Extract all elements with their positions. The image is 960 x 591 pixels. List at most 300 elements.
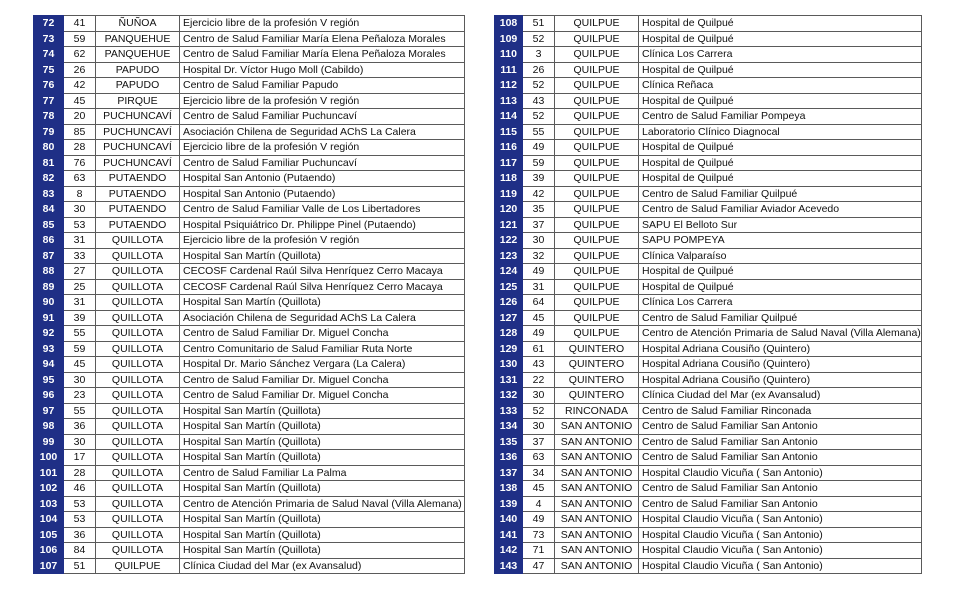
row-number-cell: 103 [34, 496, 64, 512]
code-cell: 53 [64, 496, 96, 512]
row-number-cell: 127 [495, 310, 523, 326]
commune-cell: QUILLOTA [96, 434, 180, 450]
code-cell: 30 [64, 202, 96, 218]
table-row [34, 357, 465, 373]
commune-cell: SAN ANTONIO [555, 558, 639, 574]
row-number-cell: 97 [34, 403, 64, 419]
commune-cell: QUILPUE [555, 233, 639, 249]
commune-cell: QUINTERO [555, 341, 639, 357]
commune-cell: QUILLOTA [96, 527, 180, 543]
commune-cell: QUILLOTA [96, 543, 180, 559]
establishment-cell: Hospital Dr. Mario Sánchez Vergara (La Calera) [180, 357, 465, 373]
row-number-cell: 104 [34, 512, 64, 528]
establishment-cell: Centro de Salud Familiar Valle de Los Libertadores [180, 202, 465, 218]
commune-cell: SAN ANTONIO [555, 419, 639, 435]
code-cell: 45 [64, 93, 96, 109]
table-row [495, 124, 922, 140]
commune-cell: QUILLOTA [96, 512, 180, 528]
establishment-cell: Hospital San Martín (Quillota) [180, 248, 465, 264]
commune-cell: ÑUÑOA [96, 16, 180, 32]
table-row [34, 512, 465, 528]
row-number-cell: 86 [34, 233, 64, 249]
row-number-cell: 135 [495, 434, 523, 450]
table-row [34, 419, 465, 435]
establishment-cell: Ejercicio libre de la profesión V región [180, 93, 465, 109]
commune-cell: QUILPUE [555, 78, 639, 94]
table-row [495, 434, 922, 450]
row-number-cell: 106 [34, 543, 64, 559]
commune-cell: QUILPUE [555, 202, 639, 218]
code-cell: 22 [523, 372, 555, 388]
commune-cell: QUINTERO [555, 388, 639, 404]
commune-cell: QUILLOTA [96, 264, 180, 280]
establishment-cell: Centro de Atención Primaria de Salud Naval (Villa Alemana) [180, 496, 465, 512]
table-row [34, 202, 465, 218]
code-cell: 51 [64, 558, 96, 574]
row-number-cell: 140 [495, 512, 523, 528]
code-cell: 51 [523, 16, 555, 32]
commune-cell: QUILPUE [555, 31, 639, 47]
code-cell: 33 [64, 248, 96, 264]
commune-cell: QUILLOTA [96, 388, 180, 404]
row-number-cell: 95 [34, 372, 64, 388]
establishment-cell: Hospital de Quilpué [639, 171, 922, 187]
establishment-cell: Clínica Valparaíso [639, 248, 922, 264]
code-cell: 52 [523, 403, 555, 419]
code-cell: 61 [523, 341, 555, 357]
establishment-cell: Centro de Salud Familiar Dr. Miguel Concha [180, 326, 465, 342]
establishment-cell: Hospital de Quilpué [639, 93, 922, 109]
row-number-cell: 87 [34, 248, 64, 264]
table-row [34, 310, 465, 326]
row-number-cell: 92 [34, 326, 64, 342]
table-row [34, 558, 465, 574]
table-row [495, 357, 922, 373]
establishment-cell: Hospital de Quilpué [639, 155, 922, 171]
table-row [34, 388, 465, 404]
establishment-cell: Hospital San Martín (Quillota) [180, 403, 465, 419]
row-number-cell: 126 [495, 295, 523, 311]
table-row [34, 264, 465, 280]
row-number-cell: 88 [34, 264, 64, 280]
table-row [34, 31, 465, 47]
code-cell: 49 [523, 326, 555, 342]
establishment-cell: Hospital San Martín (Quillota) [180, 527, 465, 543]
code-cell: 63 [64, 171, 96, 187]
table-row [495, 279, 922, 295]
commune-cell: PUCHUNCAVÍ [96, 155, 180, 171]
table-row [34, 78, 465, 94]
code-cell: 31 [523, 279, 555, 295]
code-cell: 45 [523, 310, 555, 326]
row-number-cell: 102 [34, 481, 64, 497]
code-cell: 45 [523, 481, 555, 497]
row-number-cell: 79 [34, 124, 64, 140]
roster-table-left [33, 15, 465, 574]
table-row [34, 527, 465, 543]
code-cell: 55 [64, 326, 96, 342]
establishment-cell: Centro de Salud Familiar Quilpué [639, 310, 922, 326]
commune-cell: SAN ANTONIO [555, 512, 639, 528]
row-number-cell: 108 [495, 16, 523, 32]
commune-cell: QUILPUE [555, 16, 639, 32]
code-cell: 84 [64, 543, 96, 559]
table-row [495, 512, 922, 528]
establishment-cell: Hospital San Martín (Quillota) [180, 543, 465, 559]
commune-cell: QUILPUE [555, 295, 639, 311]
row-number-cell: 113 [495, 93, 523, 109]
row-number-cell: 83 [34, 186, 64, 202]
code-cell: 26 [64, 62, 96, 78]
code-cell: 28 [64, 465, 96, 481]
commune-cell: SAN ANTONIO [555, 465, 639, 481]
commune-cell: QUILPUE [555, 326, 639, 342]
table-row [495, 93, 922, 109]
commune-cell: QUILLOTA [96, 357, 180, 373]
row-number-cell: 94 [34, 357, 64, 373]
establishment-cell: Clínica Ciudad del Mar (ex Avansalud) [180, 558, 465, 574]
establishment-cell: Centro de Salud Familiar Quilpué [639, 186, 922, 202]
establishment-cell: Centro de Salud Familiar María Elena Peñaloza Morales [180, 47, 465, 63]
table-row [34, 186, 465, 202]
code-cell: 34 [523, 465, 555, 481]
table-row [495, 264, 922, 280]
commune-cell: QUILLOTA [96, 310, 180, 326]
establishment-cell: CECOSF Cardenal Raúl Silva Henríquez Cerro Macaya [180, 279, 465, 295]
establishment-cell: Hospital de Quilpué [639, 140, 922, 156]
commune-cell: QUILPUE [555, 171, 639, 187]
code-cell: 43 [523, 93, 555, 109]
table-row [495, 419, 922, 435]
commune-cell: PUCHUNCAVÍ [96, 140, 180, 156]
table-row [34, 62, 465, 78]
table-row [495, 310, 922, 326]
table-row [495, 450, 922, 466]
table-row [495, 31, 922, 47]
table-row [495, 171, 922, 187]
table-row [34, 93, 465, 109]
code-cell: 52 [523, 109, 555, 125]
row-number-cell: 96 [34, 388, 64, 404]
table-row [495, 558, 922, 574]
row-number-cell: 82 [34, 171, 64, 187]
code-cell: 4 [523, 496, 555, 512]
code-cell: 27 [64, 264, 96, 280]
commune-cell: SAN ANTONIO [555, 543, 639, 559]
code-cell: 71 [523, 543, 555, 559]
code-cell: 63 [523, 450, 555, 466]
code-cell: 35 [523, 202, 555, 218]
establishment-cell: Centro de Salud Familiar Pompeya [639, 109, 922, 125]
commune-cell: SAN ANTONIO [555, 450, 639, 466]
code-cell: 62 [64, 47, 96, 63]
commune-cell: PUTAENDO [96, 186, 180, 202]
establishment-cell: Clínica Los Carrera [639, 47, 922, 63]
establishment-cell: Hospital San Antonio (Putaendo) [180, 186, 465, 202]
code-cell: 30 [523, 233, 555, 249]
establishment-cell: Centro de Salud Familiar Dr. Miguel Concha [180, 388, 465, 404]
commune-cell: QUILPUE [555, 47, 639, 63]
establishment-cell: Centro de Salud Familiar Papudo [180, 78, 465, 94]
establishment-cell: Hospital de Quilpué [639, 264, 922, 280]
commune-cell: PAPUDO [96, 62, 180, 78]
row-number-cell: 117 [495, 155, 523, 171]
code-cell: 36 [64, 527, 96, 543]
code-cell: 36 [64, 419, 96, 435]
code-cell: 31 [64, 233, 96, 249]
commune-cell: PUCHUNCAVÍ [96, 109, 180, 125]
establishment-cell: Centro Comunitario de Salud Familiar Ruta Norte [180, 341, 465, 357]
code-cell: 31 [64, 295, 96, 311]
code-cell: 53 [64, 217, 96, 233]
row-number-cell: 136 [495, 450, 523, 466]
commune-cell: PUTAENDO [96, 217, 180, 233]
row-number-cell: 118 [495, 171, 523, 187]
table-row [495, 233, 922, 249]
table-row [34, 372, 465, 388]
table-row [495, 202, 922, 218]
row-number-cell: 73 [34, 31, 64, 47]
establishment-cell: Hospital Psiquiátrico Dr. Philippe Pinel (Putaendo) [180, 217, 465, 233]
code-cell: 49 [523, 264, 555, 280]
table-row [495, 341, 922, 357]
row-number-cell: 119 [495, 186, 523, 202]
establishment-cell: Hospital San Martín (Quillota) [180, 419, 465, 435]
row-number-cell: 84 [34, 202, 64, 218]
code-cell: 17 [64, 450, 96, 466]
commune-cell: QUILPUE [555, 279, 639, 295]
establishment-cell: Centro de Salud Familiar Puchuncaví [180, 109, 465, 125]
code-cell: 41 [64, 16, 96, 32]
commune-cell: QUILPUE [555, 248, 639, 264]
row-number-cell: 129 [495, 341, 523, 357]
code-cell: 59 [64, 341, 96, 357]
row-number-cell: 80 [34, 140, 64, 156]
row-number-cell: 111 [495, 62, 523, 78]
row-number-cell: 139 [495, 496, 523, 512]
table-row [495, 295, 922, 311]
table-row [34, 403, 465, 419]
table-row [495, 217, 922, 233]
row-number-cell: 124 [495, 264, 523, 280]
row-number-cell: 100 [34, 450, 64, 466]
commune-cell: QUILLOTA [96, 496, 180, 512]
code-cell: 49 [523, 512, 555, 528]
establishment-cell: Hospital Dr. Víctor Hugo Moll (Cabildo) [180, 62, 465, 78]
code-cell: 25 [64, 279, 96, 295]
establishment-cell: Centro de Salud Familiar Dr. Miguel Concha [180, 372, 465, 388]
code-cell: 55 [64, 403, 96, 419]
code-cell: 26 [523, 62, 555, 78]
table-row [495, 496, 922, 512]
table-row [34, 16, 465, 32]
row-number-cell: 105 [34, 527, 64, 543]
row-number-cell: 112 [495, 78, 523, 94]
establishment-cell: Clínica Reñaca [639, 78, 922, 94]
code-cell: 37 [523, 434, 555, 450]
code-cell: 28 [64, 140, 96, 156]
commune-cell: QUILLOTA [96, 295, 180, 311]
code-cell: 37 [523, 217, 555, 233]
establishment-cell: SAPU El Belloto Sur [639, 217, 922, 233]
establishment-cell: Asociación Chilena de Seguridad AChS La Calera [180, 310, 465, 326]
establishment-cell: Hospital Claudio Vicuña ( San Antonio) [639, 558, 922, 574]
establishment-cell: Centro de Salud Familiar La Palma [180, 465, 465, 481]
row-number-cell: 85 [34, 217, 64, 233]
code-cell: 42 [523, 186, 555, 202]
code-cell: 39 [523, 171, 555, 187]
commune-cell: QUILLOTA [96, 481, 180, 497]
table-row [34, 543, 465, 559]
commune-cell: QUILPUE [555, 93, 639, 109]
establishment-cell: Clínica Los Carrera [639, 295, 922, 311]
establishment-cell: Hospital San Antonio (Putaendo) [180, 171, 465, 187]
table-row [34, 217, 465, 233]
establishment-cell: Hospital de Quilpué [639, 62, 922, 78]
table-row [34, 109, 465, 125]
commune-cell: SAN ANTONIO [555, 527, 639, 543]
establishment-cell: Centro de Salud Familiar Rinconada [639, 403, 922, 419]
table-row [34, 47, 465, 63]
table-row [34, 496, 465, 512]
establishment-cell: CECOSF Cardenal Raúl Silva Henríquez Cerro Macaya [180, 264, 465, 280]
commune-cell: QUILLOTA [96, 450, 180, 466]
establishment-cell: Hospital Adriana Cousiño (Quintero) [639, 372, 922, 388]
code-cell: 85 [64, 124, 96, 140]
establishment-cell: Hospital San Martín (Quillota) [180, 481, 465, 497]
establishment-cell: Centro de Salud Familiar María Elena Peñaloza Morales [180, 31, 465, 47]
establishment-cell: Centro de Salud Familiar San Antonio [639, 450, 922, 466]
table-row [495, 78, 922, 94]
table-row [34, 465, 465, 481]
table-row [495, 248, 922, 264]
table-row [495, 527, 922, 543]
table-row [34, 248, 465, 264]
row-number-cell: 72 [34, 16, 64, 32]
establishment-cell: Centro de Salud Familiar Aviador Acevedo [639, 202, 922, 218]
table-row [495, 388, 922, 404]
establishment-cell: Hospital Claudio Vicuña ( San Antonio) [639, 465, 922, 481]
code-cell: 52 [523, 31, 555, 47]
row-number-cell: 142 [495, 543, 523, 559]
establishment-cell: Hospital San Martín (Quillota) [180, 434, 465, 450]
commune-cell: QUILLOTA [96, 248, 180, 264]
code-cell: 59 [64, 31, 96, 47]
commune-cell: QUILLOTA [96, 403, 180, 419]
code-cell: 45 [64, 357, 96, 373]
commune-cell: QUILPUE [555, 62, 639, 78]
row-number-cell: 109 [495, 31, 523, 47]
commune-cell: QUILLOTA [96, 233, 180, 249]
commune-cell: QUILLOTA [96, 341, 180, 357]
table-row [34, 279, 465, 295]
table-row [495, 481, 922, 497]
establishment-cell: Hospital San Martín (Quillota) [180, 512, 465, 528]
row-number-cell: 89 [34, 279, 64, 295]
commune-cell: QUILPUE [555, 109, 639, 125]
code-cell: 30 [64, 372, 96, 388]
table-row [34, 434, 465, 450]
table-row [34, 124, 465, 140]
establishment-cell: Ejercicio libre de la profesión V región [180, 140, 465, 156]
establishment-cell: Clínica Ciudad del Mar (ex Avansalud) [639, 388, 922, 404]
code-cell: 30 [523, 388, 555, 404]
commune-cell: QUILLOTA [96, 372, 180, 388]
commune-cell: QUILPUE [555, 310, 639, 326]
establishment-cell: Hospital de Quilpué [639, 31, 922, 47]
row-number-cell: 130 [495, 357, 523, 373]
commune-cell: PANQUEHUE [96, 31, 180, 47]
code-cell: 64 [523, 295, 555, 311]
establishment-cell: Asociación Chilena de Seguridad AChS La Calera [180, 124, 465, 140]
establishment-cell: Centro de Salud Familiar San Antonio [639, 481, 922, 497]
row-number-cell: 90 [34, 295, 64, 311]
row-number-cell: 110 [495, 47, 523, 63]
row-number-cell: 77 [34, 93, 64, 109]
row-number-cell: 137 [495, 465, 523, 481]
establishment-cell: Ejercicio libre de la profesión V región [180, 233, 465, 249]
commune-cell: SAN ANTONIO [555, 434, 639, 450]
code-cell: 76 [64, 155, 96, 171]
row-number-cell: 74 [34, 47, 64, 63]
commune-cell: PUTAENDO [96, 171, 180, 187]
table-row [495, 543, 922, 559]
row-number-cell: 132 [495, 388, 523, 404]
commune-cell: QUILPUE [555, 155, 639, 171]
table-row [34, 140, 465, 156]
row-number-cell: 120 [495, 202, 523, 218]
commune-cell: SAN ANTONIO [555, 496, 639, 512]
table-row [495, 465, 922, 481]
establishment-cell: Centro de Salud Familiar Puchuncaví [180, 155, 465, 171]
commune-cell: QUILPUE [555, 186, 639, 202]
code-cell: 49 [523, 140, 555, 156]
code-cell: 8 [64, 186, 96, 202]
row-number-cell: 101 [34, 465, 64, 481]
establishment-cell: Centro de Atención Primaria de Salud Naval (Villa Alemana) [639, 326, 922, 342]
commune-cell: QUILPUE [555, 140, 639, 156]
table-row [495, 155, 922, 171]
table-row [34, 450, 465, 466]
row-number-cell: 115 [495, 124, 523, 140]
row-number-cell: 116 [495, 140, 523, 156]
commune-cell: PUCHUNCAVÍ [96, 124, 180, 140]
table-row [34, 155, 465, 171]
code-cell: 30 [523, 419, 555, 435]
table-row [34, 326, 465, 342]
row-number-cell: 122 [495, 233, 523, 249]
row-number-cell: 99 [34, 434, 64, 450]
code-cell: 59 [523, 155, 555, 171]
table-row [495, 403, 922, 419]
table-row [495, 16, 922, 32]
code-cell: 43 [523, 357, 555, 373]
row-number-cell: 128 [495, 326, 523, 342]
table-row [34, 295, 465, 311]
commune-cell: QUINTERO [555, 372, 639, 388]
code-cell: 42 [64, 78, 96, 94]
row-number-cell: 98 [34, 419, 64, 435]
table-row [495, 372, 922, 388]
row-number-cell: 141 [495, 527, 523, 543]
commune-cell: QUILLOTA [96, 465, 180, 481]
code-cell: 32 [523, 248, 555, 264]
row-number-cell: 131 [495, 372, 523, 388]
code-cell: 52 [523, 78, 555, 94]
row-number-cell: 133 [495, 403, 523, 419]
row-number-cell: 75 [34, 62, 64, 78]
table-row [495, 186, 922, 202]
